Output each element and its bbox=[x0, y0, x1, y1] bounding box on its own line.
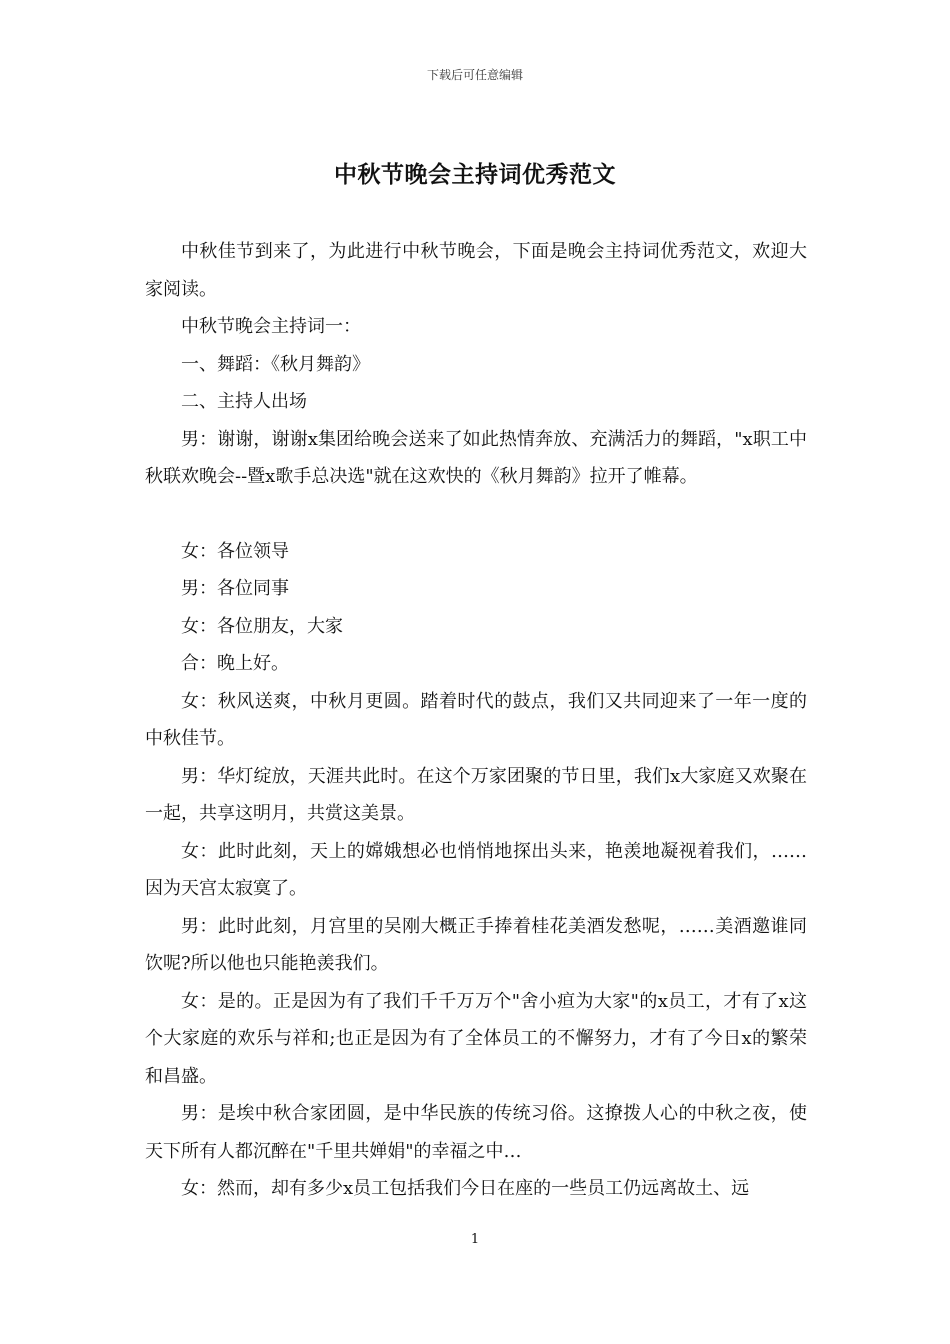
paragraph-dialogue: 女：此时此刻，天上的嫦娥想必也悄悄地探出头来，艳羡地凝视着我们，……因为天宫太寂寞了。 bbox=[145, 840, 807, 899]
page-header-note: 下载后可任意编辑 bbox=[426, 68, 523, 82]
paragraph-section-heading: 中秋节晚会主持词一： bbox=[181, 316, 361, 337]
paragraph-dialogue: 男：谢谢，谢谢x集团给晚会送来了如此热情奔放、充满活力的舞蹈，"x职工中秋联欢晚会--暨x歌手总决选"就在这欢快的《秋月舞韵》拉开了帷幕。 bbox=[145, 428, 807, 487]
paragraph-dialogue: 男：是埃中秋合家团圆，是中华民族的传统习俗。这撩拨人心的中秋之夜，使天下所有人都沉醉在"千里共婵娟"的幸福之中… bbox=[145, 1103, 807, 1162]
paragraph-dialogue: 男：华灯绽放，天涯共此时。在这个万家团聚的节日里，我们x大家庭又欢聚在一起，共享这明月，共赏这美景。 bbox=[145, 765, 807, 824]
paragraph-dialogue: 女：各位领导 bbox=[181, 540, 289, 562]
paragraph-dialogue: 女：秋风送爽，中秋月更圆。踏着时代的鼓点，我们又共同迎来了一年一度的中秋佳节。 bbox=[145, 690, 807, 749]
paragraph-intro: 中秋佳节到来了，为此进行中秋节晚会，下面是晚会主持词优秀范文，欢迎大家阅读。 bbox=[145, 241, 807, 300]
paragraph-program-item: 一、舞蹈：《秋月舞韵》 bbox=[181, 353, 370, 375]
paragraph-dialogue: 女：然而，却有多少x员工包括我们今日在座的一些员工仍远离故土、远 bbox=[181, 1178, 750, 1199]
document-title: 中秋节晚会主持词优秀范文 bbox=[334, 161, 616, 188]
document-body bbox=[145, 233, 807, 1208]
page-number: 1 bbox=[470, 1232, 480, 1247]
paragraph-dialogue: 合：晚上好。 bbox=[181, 653, 289, 674]
paragraph-program-item: 二、主持人出场 bbox=[181, 391, 307, 412]
paragraph-dialogue: 男：各位同事 bbox=[181, 578, 289, 599]
paragraph-dialogue: 女：是的。正是因为有了我们千千万万个"舍小疸为大家"的x员工，才有了x这个大家庭的欢乐与祥和;也正是因为有了全体员工的不懈努力，才有了今日x的繁荣和昌盛。 bbox=[145, 990, 807, 1087]
paragraph-dialogue: 男：此时此刻，月宫里的吴刚大概正手捧着桂花美酒发愁呢，……美酒邀谁同饮呢?所以他也只能艳羡我们。 bbox=[145, 915, 807, 974]
paragraph-dialogue: 女：各位朋友，大家 bbox=[181, 615, 343, 637]
